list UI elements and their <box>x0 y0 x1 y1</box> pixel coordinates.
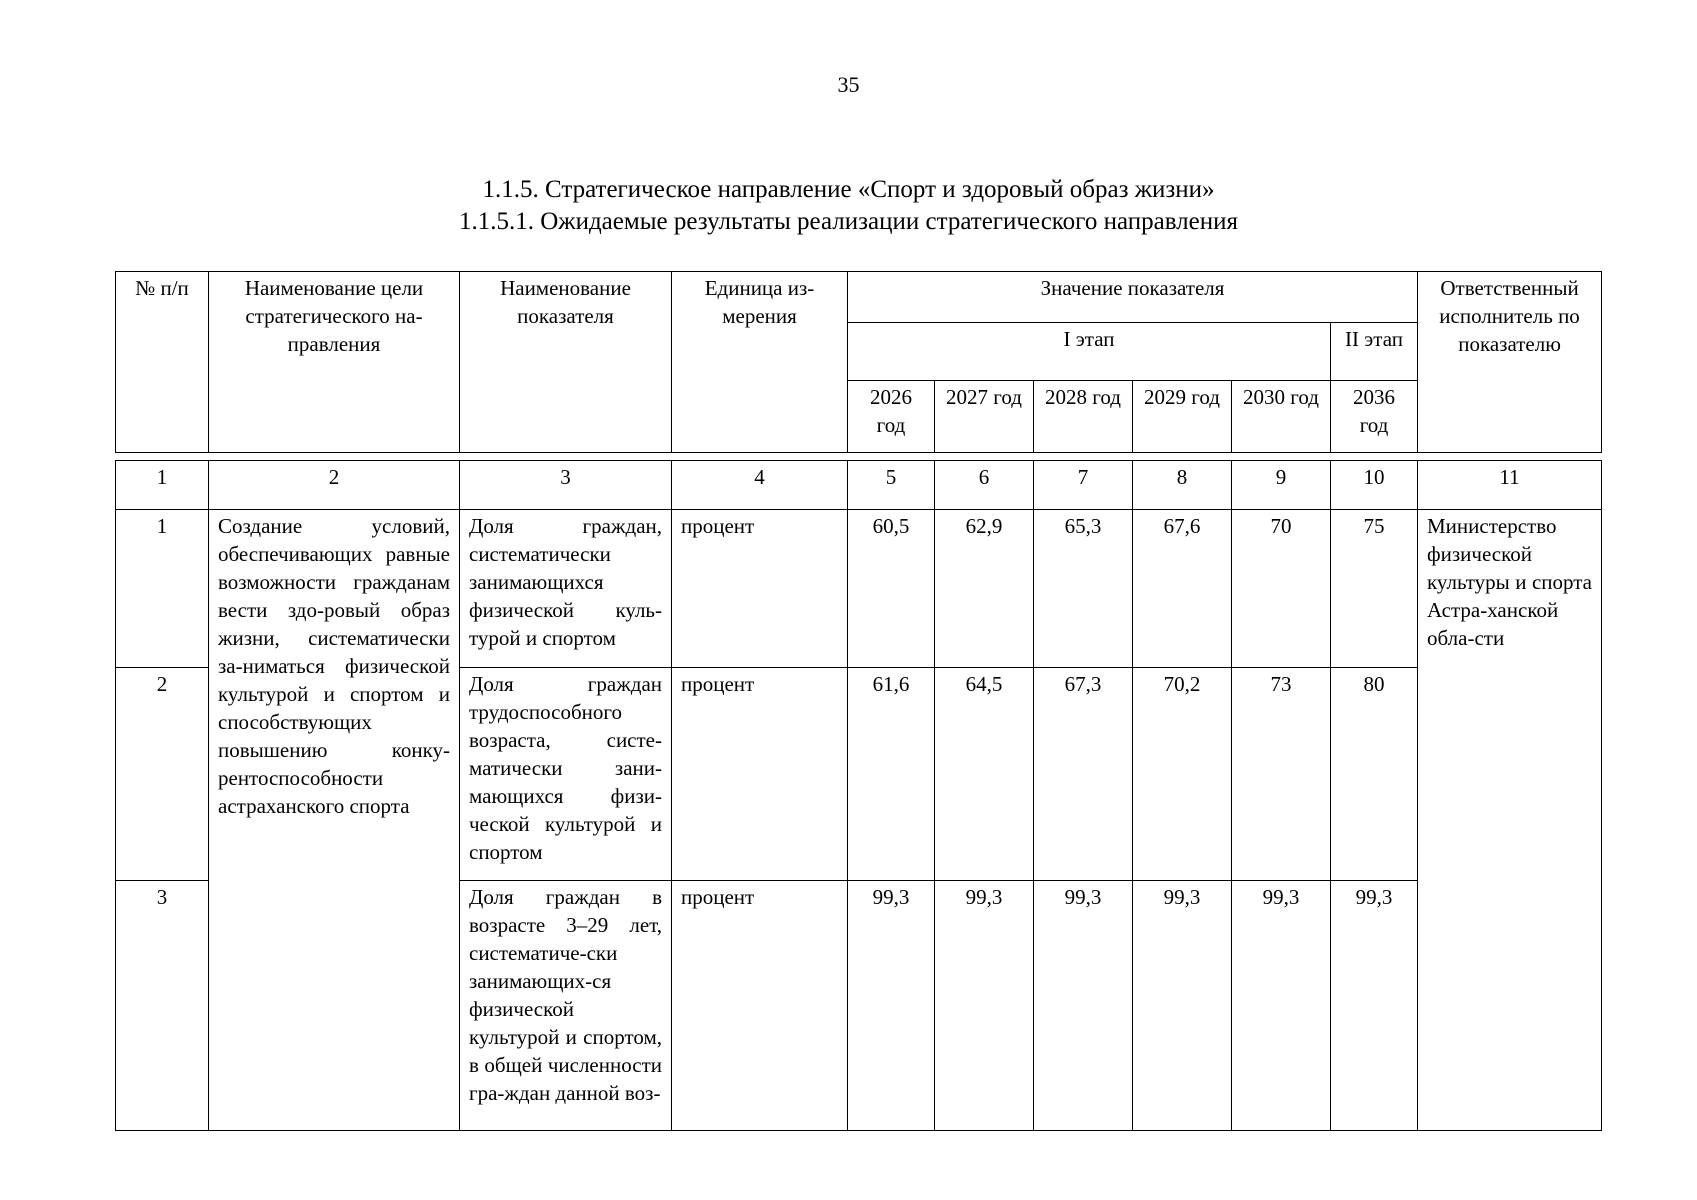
value-cell: 67,6 <box>1133 510 1232 668</box>
column-number: 7 <box>1034 461 1133 510</box>
value-cell: 99,3 <box>1331 881 1418 1131</box>
section-title: 1.1.5. Стратегическое направление «Спорт и здоровый образ жизни» <box>482 176 1215 203</box>
header-year: 2036 год <box>1331 381 1418 453</box>
page-number: 35 <box>837 72 860 97</box>
header-goal: Наименование цели стратегического на-правления <box>209 272 460 453</box>
row-num: 1 <box>116 510 209 668</box>
header-stage-1: I этап <box>848 323 1331 381</box>
header-indicator: Наименование показателя <box>460 272 672 453</box>
value-cell: 67,3 <box>1034 668 1133 881</box>
column-number: 8 <box>1133 461 1232 510</box>
header-value: Значение показателя <box>848 272 1418 323</box>
header-year: 2026 год <box>848 381 935 453</box>
column-number: 5 <box>848 461 935 510</box>
unit-cell: процент <box>672 881 848 1131</box>
header-year: 2028 год <box>1034 381 1133 453</box>
header-year: 2030 год <box>1232 381 1331 453</box>
column-number: 4 <box>672 461 848 510</box>
subsection-title: 1.1.5.1. Ожидаемые результаты реализации стратегического направления <box>459 208 1238 235</box>
column-number: 3 <box>460 461 672 510</box>
header-unit: Единица из-мерения <box>672 272 848 453</box>
column-number-row <box>116 461 1602 510</box>
value-cell: 61,6 <box>848 668 935 881</box>
value-cell: 73 <box>1232 668 1331 881</box>
indicator-cell <box>460 881 672 1131</box>
table-body <box>115 460 1602 1131</box>
value-cell: 65,3 <box>1034 510 1133 668</box>
value-cell: 70 <box>1232 510 1331 668</box>
column-number: 1 <box>116 461 209 510</box>
value-cell: 62,9 <box>935 510 1034 668</box>
header-year: 2029 год <box>1133 381 1232 453</box>
unit-cell: процент <box>672 668 848 881</box>
value-cell: 60,5 <box>848 510 935 668</box>
row-num: 2 <box>116 668 209 881</box>
header-num: № п/п <box>116 272 209 453</box>
header-responsible: Ответственный исполнитель по показателю <box>1418 272 1602 453</box>
value-cell: 99,3 <box>1034 881 1133 1131</box>
value-cell: 80 <box>1331 668 1418 881</box>
table-header <box>115 271 1602 453</box>
indicator-text: Доля граждан в возрасте 3–29 лет, систематиче-ски занимающих-ся физической культурой и спортом, в общей численности гра-ждан данной воз- <box>469 885 662 1105</box>
column-number: 11 <box>1418 461 1602 510</box>
value-cell: 99,3 <box>1232 881 1331 1131</box>
value-cell: 70,2 <box>1133 668 1232 881</box>
indicator-cell: Доля граждан трудоспособного возраста, систе-матически зани-мающихся физи-ческой культурой и спортом <box>460 668 672 881</box>
responsible-cell: Министерство физической культуры и спорта Астра-ханской обла-сти <box>1418 510 1602 1131</box>
indicator-cell: Доля граждан, систематически занимающихся физической куль-турой и спортом <box>460 510 672 668</box>
goal-cell: Создание условий, обеспечивающих равные возможности гражданам вести здо-ровый образ жизни, систематически за-ниматься физической культурой и спортом и способствующих повышению конку-рентоспособности астраханского спорта <box>209 510 460 1131</box>
header-stage-2: II этап <box>1331 323 1418 381</box>
row-num: 3 <box>116 881 209 1131</box>
value-cell: 99,3 <box>1133 881 1232 1131</box>
value-cell: 75 <box>1331 510 1418 668</box>
column-number: 6 <box>935 461 1034 510</box>
header-year: 2027 год <box>935 381 1034 453</box>
column-number: 10 <box>1331 461 1418 510</box>
column-number: 9 <box>1232 461 1331 510</box>
unit-cell: процент <box>672 510 848 668</box>
column-number: 2 <box>209 461 460 510</box>
table-row <box>116 510 1602 668</box>
value-cell: 99,3 <box>848 881 935 1131</box>
value-cell: 64,5 <box>935 668 1034 881</box>
value-cell: 99,3 <box>935 881 1034 1131</box>
